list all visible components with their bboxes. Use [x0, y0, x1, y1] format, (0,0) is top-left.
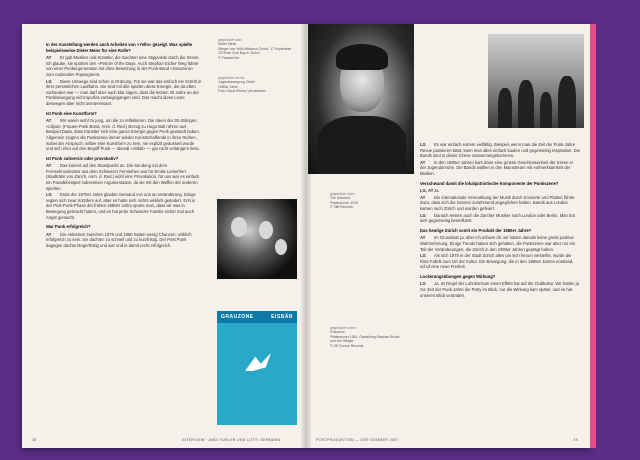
speaker: LG — [420, 253, 426, 259]
caption-line: Foto: Klaus Rózsa / privatarchiv — [218, 89, 266, 94]
band-member — [259, 221, 273, 239]
caption-line: Plattencover, 1976 — [330, 200, 359, 205]
answer — [46, 232, 202, 249]
speaker: AT — [420, 235, 426, 241]
answer-text: Ende der 1970er Jahre glaubte niemand von uns an Veränderung. Einige regten sich zwar trotzdem auf, aber es hatte sich nichts wirklich geändert. Erst in der Post-Punk-Phase der frühen 1980er Jahre spürte man, dass wir was in Bewegung gebracht hatten, und es hat jeder Schweizer Familie sicher mal auch Angst gemacht. — [46, 192, 196, 220]
record-title-bar — [217, 311, 297, 323]
crowd-figure — [540, 92, 552, 128]
portrait-photo — [308, 24, 414, 174]
magazine-spread — [22, 24, 590, 448]
caption-damned — [330, 192, 400, 210]
speaker: LG — [420, 142, 426, 147]
answer — [46, 192, 202, 220]
speaker: AT — [46, 118, 52, 124]
answer — [420, 188, 580, 194]
footer-label: POSTPRODUKTION — DER SOMMER 2007 — [316, 438, 399, 442]
page-number: 39 — [573, 438, 578, 442]
answer-text: Als sich 1970 in der Stadt Zürich alles um sich herum versteifte, wurde die Rote Fabrik zum Ort der Kultur. Die Bewegung, die in den 1980er Jahren entstand, schuf eine neue Freiheit. — [420, 253, 574, 270]
caption-line: © Privatarchiv — [218, 55, 240, 60]
bird-graphic — [245, 353, 271, 371]
caption-line: © Stiff Records — [330, 205, 353, 210]
answer-text: Das kommt auf den Standpunkt an. Die Sendung mit dem Fernsehmoderator aus dem Schweizer Fernsehen war für Emilie Lieberherr (Stadträtin von Zürich, Anm. d. Red.) wohl eine Provokation, für uns war es einfach ein Paradebeispiel subversiver Argumentation, da sie mit den Waffen der anderen spielten. — [46, 163, 200, 191]
caption-line: Sänger von Yello Mittwoch Comic, 17 September 1978 bei Club Bay in Zürich — [218, 46, 292, 56]
record-band-name: GRAUZONE — [221, 314, 254, 320]
answer-text: Wir waren wohl zu jung, um die zu reflektieren. Die Ideen der 30-Jährigen, «Liliput» (Frauen-Punk Band, Anm. d. Red.) Bezug zu Hugo Ball rühren aus Beispiel Dada, dass Künstler sich eine ganze Energie gegen Punk gewandt haben. Allgemein zeigten die Punkszene immer wieder Kunstschaffende in ihren Reihen, wobei der Anspruch, selber eine Kunstform zu sein, nie explizit geäussert wurde und sich eher auf den Begriff Punk — überall «Abfall» — gar nicht verlängern liess. — [46, 118, 200, 152]
left-footer — [32, 438, 300, 442]
portrait-hair — [336, 44, 388, 70]
caption-label: gegenüber unten — [330, 326, 356, 330]
speaker: AT — [420, 194, 426, 200]
caption-grauzone — [330, 326, 400, 348]
speaker: LG — [46, 78, 52, 84]
speaker: AT — [46, 163, 52, 169]
speaker: AT — [420, 159, 426, 165]
caption-line: Grauzone — [330, 330, 345, 335]
question-heading: Verschwand damit die lokalpatriotische Komponente der Punkszene? — [420, 180, 559, 186]
band-member — [231, 217, 247, 237]
answer — [420, 195, 580, 212]
answer-text: Im Grundsatz ja, aber ich schwör dir, wir hatten damals keine gross positive Wahrnehmung. Einige Trends haben sich gehalten, die Punkszene war aber nur ein Teil der Veränderungen, die Zürich in den 1980er Jahren geprägt haben. — [420, 235, 576, 252]
answer — [420, 253, 580, 270]
answer-text: Die internationale Vermarktung der Musik durch Konzerte und Platten führte dazu, dass sich die Szenen zunehmend angeglichen haben. Bands aus London kamen nach Zürich und wurden gefeiert. — [420, 194, 575, 211]
right-footer — [316, 438, 578, 442]
band-photo — [217, 199, 297, 279]
answer-text: Ja. — [434, 188, 440, 194]
caption-line: The Damned — [330, 196, 350, 201]
answer — [46, 163, 202, 191]
intro-question: In der Ausstellung werden auch Arbeiten von «Yello» gezeigt. Was spielte beispielsweise Dieter Meier für eine Rolle? — [46, 42, 193, 53]
record-title: EISBÄR — [271, 314, 293, 320]
caption-line: Jugendbewegung Zürich — [218, 80, 256, 85]
left-page — [22, 24, 304, 448]
caption-jugendbewegung — [218, 76, 298, 94]
answer-text: Danach reisten auch die Zürcher Musiker nach London oder Berlin. Man hat sich gegenseitig beeinflusst. — [420, 212, 575, 224]
question-heading: War Punk erfolgreich? — [46, 224, 91, 230]
answer-text: Diese Umwege sind schon in Ordnung. Für sie war das einfach ein Schritt in ihrer persönlichen Laufbahn. Sie sind mit alle spürten diese Energie, die da eben vorhanden war — man darf aber auch klar sagen, dass die letzten 30 Jahre an der Punkbewegung nicht spurlos vorbeigegangen sind. Das macht diese Leute deswegen aber nicht uninteressant. — [46, 78, 202, 106]
speaker: LG — [46, 192, 52, 198]
grauzone-record-cover — [217, 311, 297, 425]
question-heading: Lockerungsübungen gegen Wirkung? — [420, 273, 496, 279]
caption-dieter-meier — [218, 38, 298, 60]
speaker: LG — [420, 212, 426, 218]
caption-line: © Off Course Records — [330, 343, 364, 348]
portrait-coat — [318, 116, 406, 174]
caption-line: 1980er Jahre — [218, 84, 238, 89]
footer-label: INTERVIEW · ANDI TÜRLER UND LOTTI GERMANN — [182, 438, 281, 442]
caption-label: gegenüber rechts — [218, 76, 245, 80]
crowd-figure — [518, 80, 534, 128]
crowd-figure — [558, 76, 576, 128]
street-photo — [488, 34, 584, 128]
answer-text: In den 1980er Jahren kam dann eine grosse Geschlossenheit der Szene in der Jugendunruhe. Die Bands wollten in den Mainstream mit Aufmerksamkeit der Medien. — [420, 159, 573, 176]
answer — [420, 213, 580, 224]
question-heading: Ist Punk eine Kunstform? — [46, 110, 97, 116]
caption-label: gegenüber links — [218, 38, 242, 42]
answer — [420, 235, 580, 252]
answer-text: Ja, ist Regel der Lohnkonsum einen Effekt hat auf die Clubkultur. Wir hatten ja zur Zeit der Punk-Jahre die Party im Blick, nur die Wirkung kam später, und es hat unseren Blick verändert. — [420, 281, 579, 298]
speaker: LG, AT — [420, 188, 434, 194]
caption-line: Dieter Meier — [218, 42, 237, 47]
question-heading: Das heutige Zürich somit ein Produkt der 1980er Jahre? — [420, 227, 532, 233]
band-member — [275, 239, 287, 255]
caption-label: gegenüber oben — [330, 192, 355, 196]
crowd-figure — [498, 88, 512, 128]
page-number: 38 — [32, 438, 37, 442]
speaker: LG — [420, 281, 426, 287]
answer-text: Die Aktivisten zwischen 1976 und 1980 hatten wenig Chancen, wirklich erfolgreich zu sein. Sie dachten zu schnell und zu kurzfristig. Der Post Punk dagegen dachte längerfristig und war und in damit recht erfolgreich. — [46, 231, 192, 248]
page-edge — [590, 24, 596, 448]
speaker: AT — [46, 231, 52, 237]
answer — [46, 79, 202, 107]
speaker: AT — [46, 55, 52, 61]
answer — [420, 281, 580, 298]
answer-text: Er gab Musiker und Künstler, die machten eine Stippvisite durch die Szene. Ich glaube, sie spürten den «Petrol» of the Days. Auch Stephan Eicher Weg führte von einer Punkergeneration mit ohne Besetzung in der Punk-Band «Grauzone» zum nationalen Popsegment. — [46, 55, 200, 77]
caption-line: Plattencover 1981, Gestaltung Stephan Eicher und Urs Steiger — [330, 334, 400, 344]
right-main-column — [420, 142, 580, 299]
answer — [420, 160, 580, 177]
left-main-column — [46, 38, 202, 250]
answer-text: Es war einfach extrem vielfältig. Beispiel, wenn man die Zeit der Punk-Jahre Revue passieren lässt, kann man alles einfach kaufen und gegenseitig Inspiration. Die Bands sind in dieser Szene zusammengekommen. — [420, 142, 580, 159]
answer — [46, 118, 202, 152]
answer — [420, 142, 580, 159]
answer — [46, 55, 202, 77]
right-page — [308, 24, 590, 448]
question-heading: Ist Punk subversiv oder provokativ? — [46, 155, 119, 161]
